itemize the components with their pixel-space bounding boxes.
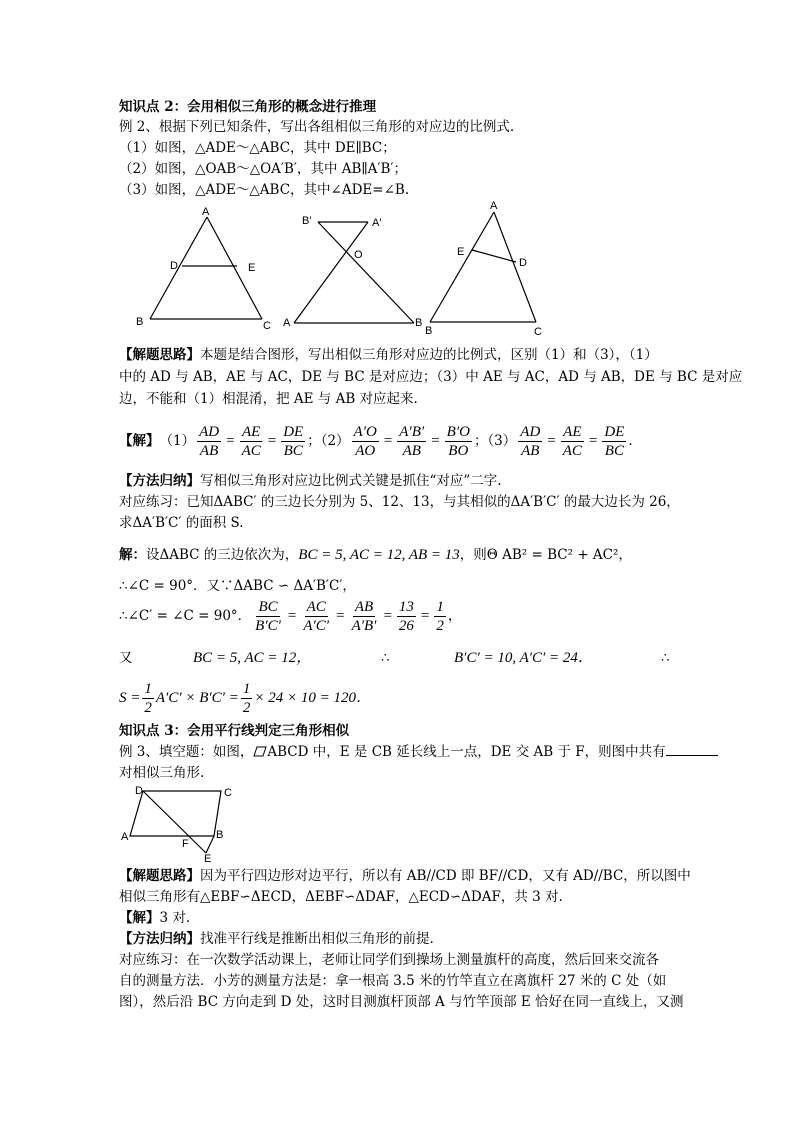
answer-frac-5: $\frac{1}{2}$: [436, 598, 444, 634]
idea-label: 【解题思路】: [119, 347, 200, 363]
answer-line-5: S = $\frac{1}{2}$ A′C′ × B′C′ = $\frac{1}{2}$ × 24 × 10 = 120．: [119, 680, 371, 716]
example3-line-2: 对相似三角形.: [119, 765, 205, 781]
fig1-label-d: D: [170, 260, 178, 272]
answer-line-3: ∴∠C′ = ∠C = 90°． $\frac{BC}{B'C'}$ = $\frac{AC}{A'C'}$ = $\frac{AB}{A'B'}$ = $\frac{13}{26}$ = $\frac{1}{2}$ ，: [119, 598, 462, 634]
practice-3-line-2: 自的测量方法．小芳的测量方法是：拿一根高 3.5 米的竹竿直立在离旗杆 27 米的 C 处（如: [119, 973, 667, 989]
example2-text: 例 2、根据下列已知条件，写出各组相似三角形的对应边的比例式.: [119, 119, 515, 135]
example2-item-1: （1）如图，△ADE～△ABC，其中 DE∥BC；: [119, 140, 396, 156]
fig4-label-e: E: [204, 853, 212, 863]
fig1-label-b: B: [136, 316, 144, 328]
idea3-label: 【解题思路】: [119, 868, 200, 884]
half-frac-1: $\frac{1}{2}$: [144, 680, 152, 716]
idea-line-2: 中的 AD 与 AB，AE 与 AC，DE 与 BC 是对应边；（3）中 AE 与 AC，AD 与 AB，DE 与 BC 是对应: [119, 369, 743, 385]
idea-paragraph-1: [119, 345, 658, 365]
method-label: 【方法归纳】: [119, 473, 200, 489]
practice-3-line-1: 对应练习：在一次数学活动课上，老师让同学们到操场上测量旗杆的高度，然后回来交流各: [119, 952, 659, 968]
fig1-label-a: A: [202, 206, 210, 218]
frac-1-3: $\frac{DE}{BC}$: [283, 423, 304, 459]
answer-frac-2: $\frac{AC}{A'C'}$: [303, 598, 330, 634]
section3-title: 知识点 3：会用平行线判定三角形相似: [119, 723, 350, 739]
frac-2-2: $\frac{A'B'}{AB}$: [399, 423, 425, 459]
answer-frac-3: $\frac{AB}{A'B'}$: [351, 598, 377, 634]
fig3-label-a: A: [490, 200, 498, 212]
method-text: 写相似三角形对应边比例式关键是抓住“对应”二字.: [200, 473, 502, 489]
solution-part-1: （1）: [159, 433, 196, 449]
example3-line-1: 例 3、填空题：如图， ABCD 中，E 是 CB 延长线上一点，DE 交 AB 于 F，则图中共有: [119, 742, 718, 762]
solution3: 【解】3 对.: [119, 910, 191, 926]
solution-part-2: ；（2）: [307, 433, 350, 449]
idea-line-3: 边，不能和（1）相混淆，把 AE 与 AB 对应起来.: [119, 391, 418, 407]
practice-3-line-3: 图），然后沿 BC 方向走到 D 处，这时目测旗杆顶部 A 与竹竿顶部 E 恰好在同一直线上，又测: [119, 994, 684, 1010]
example2-item-3: （3）如图，△ADE～△ABC，其中∠ADE=∠B.: [119, 182, 410, 198]
idea3-paragraph-1: 【解题思路】因为平行四边形对边平行，所以有 AB//CD 即 BF//CD，又有 AD//BC，所以图中: [119, 868, 691, 884]
method-summary-3: 【方法归纳】找准平行线是推断出相似三角形的前提.: [119, 931, 434, 947]
answer-frac-4: $\frac{13}{26}$: [398, 598, 414, 634]
answer-line-2: ∴∠C = 90°．又∵ΔABC ∽ ΔA′B′C′，: [119, 578, 356, 594]
fig3-label-d: D: [519, 257, 527, 269]
section2-title: 知识点 2：会用相似三角形的概念进行推理: [119, 99, 377, 115]
fig2-label-b-prime: B′: [302, 215, 312, 227]
method-summary-2: [119, 471, 502, 491]
document-page: 知识点 2：会用相似三角形的概念进行推理 例 2、根据下列已知条件，写出各组相似三角形的对应边的比例式. （1）如图，△ADE～△ABC，其中 DE∥BC； （2）如图，△OAB～△OA′B′，其中 AB∥A′B′； （3）如图，△ADE～△ABC，其中∠ADE=∠B. A D E B C B′ A′ O A B A E D B C 【解题思路】本题是结合图形，写出相似三角形对应边的比例式，区别（1）和（3），（1） 中的 AD 与 AB，AE 与 AC，DE 与 BC 是对应边；（3）中 AE 与 AC，AD 与 AB，DE 与 BC 是对应 边，不能和（1）相混淆，把 AE 与 AB 对应起来. 【解】 （1） $\frac{AD}{AB}$ = $\frac{AE}{AC}$ = $\frac{DE}{BC}$ ；（2） $\frac{A'O}{AO}$ = $\frac{A'B'}{AB}$ = $\frac{B'O}{BO}$ ；（3） $\frac{AD}{AB}$ = $\frac{AE}{AC}$ = $\frac{DE}{BC}$ . 【方法归纳】写相似三角形对应边比例式关键是抓住“对应”二字. 对应练习：已知ΔABC′ 的三边长分别为 5、12、13，与其相似的ΔA′B′C′ 的最大边长为 26， 求ΔA′B′C′ 的面积 S. 解：设ΔABC 的三边依次为，BC = 5, AC = 12, AB = 13，则Θ AB² = BC² + AC²， ∴∠C = 90°．又∵ΔABC ∽ ΔA′B′C′， ∴∠C′ = ∠C = 90°． $\frac{BC}{B'C'}$ = $\frac{AC}{A'C'}$ = $\frac{AB}{A'B'}$ = $\frac{13}{26}$ = $\frac{1}{2}$ ， 又 BC = 5, AC = 12， ∴ B′C′ = 10, A′C′ = 24． ∴ S = $\frac{1}{2}$ A′C′ × B′C′ = $\frac{1}{2}$ × 24 × 10 = 120． 知识点 3：会用平行线判定三角形相似 例 3、填空题：如图， ABCD 中，E 是 CB 延长线上一点，DE 交 AB 于 F，则图中共有 对相似三角形. D C A B F E 【解题思路】因为平行四边形对边平行，所以有 AB//CD 即 BF//CD，又有 AD//BC，所以图中 相似三角形有△EBF∽ΔECD，ΔEBF∽ΔDAF，△ECD∽ΔDAF，共 3 对. 【解】3 对. 【方法归纳】找准平行线是推断出相似三角形的前提. 对应练习：在一次数学活动课上，老师让同学们到操场上测量旗杆的高度，然后回来交流各 自的测量方法．小芳的测量方法是：拿一根高 3.5 米的竹竿直立在离旗杆 27 米的 C 处（如 图），然后沿 BC 方向走到 D 处，这时目测旗杆顶部 A 与竹竿顶部 E 恰好在同一直线上，又测: [119, 99, 743, 1010]
answer-label: 解：: [119, 547, 146, 563]
solution3-label: 【解】: [119, 910, 160, 926]
fig4-label-a: A: [121, 831, 129, 843]
fig3-label-e: E: [457, 246, 465, 258]
fig1-label-c: C: [263, 320, 271, 332]
fig3-label-b: B: [425, 325, 433, 337]
example2-item-2: （2）如图，△OAB～△OA′B′，其中 AB∥A′B′；: [119, 161, 407, 177]
fig4-label-c: C: [224, 787, 232, 799]
figure-2-bowtie: [280, 208, 425, 333]
answer-frac-1: $\frac{BC}{B'C'}$: [255, 598, 281, 634]
idea3-line-2: 相似三角形有△EBF∽ΔECD，ΔEBF∽ΔDAF，△ECD∽ΔDAF，共 3 对.: [119, 889, 563, 905]
frac-3-2: $\frac{AE}{AC}$: [562, 423, 582, 459]
fig4-label-b: B: [216, 829, 224, 841]
fig2-label-a-prime: A′: [372, 217, 382, 229]
frac-1-1: $\frac{AD}{AB}$: [199, 423, 220, 459]
figure-1-triangle: [130, 205, 280, 335]
solution-end: .: [628, 433, 633, 449]
solution-proportions: 【解】 （1） $\frac{AD}{AB}$ = $\frac{AE}{AC}$ = $\frac{DE}{BC}$ ；（2） $\frac{A'O}{AO}$ = $\frac{A'B'}{AB}$ = $\frac{B'O}{BO}$ ；（3） $\frac{AD}{AB}$ = $\frac{AE}{AC}$ = $\frac{DE}{BC}$ .: [119, 420, 633, 462]
fig4-label-d: D: [135, 785, 143, 797]
frac-1-2: $\frac{AE}{AC}$: [241, 423, 261, 459]
fig2-label-o: O: [354, 249, 363, 261]
solution-label: 【解】: [119, 433, 160, 449]
half-frac-2: $\frac{1}{2}$: [242, 680, 251, 716]
fig1-label-e: E: [248, 262, 256, 274]
answer-line-1: 解：设ΔABC 的三边依次为，BC = 5, AC = 12, AB = 13，则Θ AB² = BC² + AC²，: [119, 547, 632, 563]
practice-2-line-1: 对应练习：已知ΔABC′ 的三边长分别为 5、12、13，与其相似的ΔA′B′C′ 的最大边长为 26，: [119, 494, 680, 510]
solution-part-3: ；（3）: [473, 433, 517, 449]
parallelogram-icon: [253, 746, 267, 757]
fig2-label-b: B: [415, 317, 423, 329]
frac-3-1: $\frac{AD}{AB}$: [520, 423, 541, 459]
frac-2-3: $\frac{B'O}{BO}$: [446, 423, 470, 459]
answer-blank: [666, 743, 718, 756]
practice-2-line-2: 求ΔA′B′C′ 的面积 S.: [119, 515, 244, 531]
figure-parallelogram: [118, 783, 248, 863]
frac-3-3: $\frac{DE}{BC}$: [604, 423, 625, 459]
fig3-label-c: C: [534, 326, 542, 338]
frac-2-1: $\frac{A'O}{AO}$: [353, 423, 377, 459]
fig2-label-a: A: [283, 317, 291, 329]
fig4-label-f: F: [182, 838, 189, 850]
figure-3-triangle: [420, 198, 550, 340]
method3-label: 【方法归纳】: [119, 931, 200, 947]
idea-line-1: 本题是结合图形，写出相似三角形对应边的比例式，区别（1）和（3），（1）: [200, 347, 658, 363]
